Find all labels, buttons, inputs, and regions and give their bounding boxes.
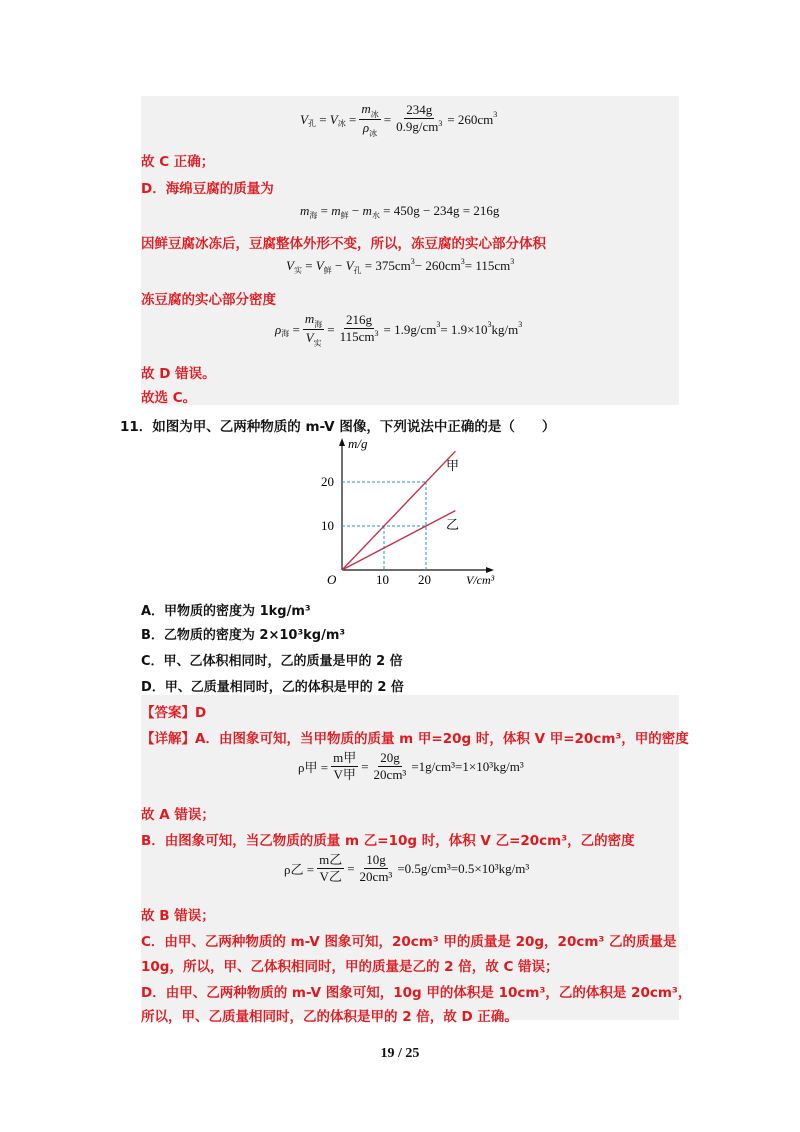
choose-c-text: 故选 C。 [141, 390, 197, 406]
detail-d2-text: 所以，甲、乙质量相同时，乙的体积是甲的 2 倍，故 D 正确。 [141, 1009, 518, 1025]
question-11: 11．如图为甲、乙两种物质的 m-V 图像，下列说法中正确的是（ ） [120, 419, 556, 435]
detail-d1-text: D．由甲、乙两种物质的 m-V 图象可知，10g 甲的体积是 10cm³，乙的体积是 20cm³， [141, 985, 692, 1001]
y-axis-label: m/g [348, 436, 368, 451]
c-correct-text: 故 C 正确； [141, 154, 215, 170]
x-axis-label: V/cm³ [466, 573, 495, 587]
d-reason-text: 因鲜豆腐冰冻后，豆腐整体外形不变，所以，冻豆腐的实心部分体积 [141, 236, 546, 252]
a-wrong-text: 故 A 错误； [141, 807, 215, 823]
detail-b-text: B．由图象可知，当乙物质的质量 m 乙=10g 时，体积 V 乙=20cm³，乙的密度 [141, 833, 635, 849]
formula-density-sponge: ρ 海 = $\frac{m_海}{V_实}$ = $\frac{216g}{115cm^3}$ = 1.9g/cm 3 = 1.9×10 3 kg/m 3 [275, 311, 523, 348]
detail-c2-text: 10g，所以，甲、乙体积相同时，甲的质量是乙的 2 倍，故 C 错误； [141, 959, 559, 975]
formula-m-sponge: m 海 = m 鲜 − m 水 = 450g − 234g = 216g [300, 203, 500, 220]
m-v-graph [318, 432, 508, 592]
option-b[interactable]: B．乙物质的密度为 2×10³kg/m³ [141, 628, 346, 643]
series-label-yi: 乙 [446, 517, 460, 532]
d-head-text: D．海绵豆腐的质量为 [141, 181, 274, 197]
b-wrong-text: 故 B 错误； [141, 908, 215, 924]
density-head-text: 冻豆腐的实心部分密度 [141, 292, 276, 308]
y-axis-arrow [339, 438, 345, 446]
x-tick-20: 20 [418, 572, 431, 587]
page-number: 19 / 25 [380, 1046, 420, 1061]
answer-label: 【答案】D [141, 705, 207, 721]
x-tick-10: 10 [376, 572, 389, 587]
formula-density-yi: ρ乙 = $\frac{\text{m乙}}{\text{V乙}}$ = $\frac{10g}{\text{20cm³}}$ =0.5g/cm³=0.5×10³kg/m³ [284, 852, 530, 884]
series-label-jia: 甲 [446, 458, 460, 473]
formula-v-solid: V 实 = V 鲜 − V 孔 = 375cm 3 − 260cm 3 = 115cm 3 [286, 256, 515, 275]
series-line-yi [342, 511, 455, 570]
option-d[interactable]: D．甲、乙质量相同时，乙的体积是甲的 2 倍 [141, 680, 404, 695]
formula-density-jia: ρ甲 = $\frac{\text{m甲}}{\text{V甲}}$ = $\frac{20g}{\text{20cm³}}$ =1g/cm³=1×10³kg/m³ [298, 750, 524, 782]
detail-a-text: 【详解】A．由图象可知，当甲物质的质量 m 甲=20g 时，体积 V 甲=20cm³，甲的密度 [141, 731, 689, 747]
formula-v-hole: V 孔 = V 冰 = $\frac{m_冰}{\rho_冰}$ = $\frac{234g}{0.9g/cm^3}$ = 260cm 3 [300, 101, 498, 138]
detail-c1-text: C．由甲、乙两种物质的 m-V 图象可知，20cm³ 甲的质量是 20g，20cm³ 乙的质量是 [141, 934, 677, 950]
y-tick-20: 20 [321, 474, 334, 489]
series-line-jia [342, 451, 455, 570]
option-a[interactable]: A．甲物质的密度为 1kg/m³ [141, 604, 311, 619]
option-c[interactable]: C．甲、乙体积相同时，乙的质量是甲的 2 倍 [141, 654, 403, 669]
y-tick-10: 10 [321, 518, 334, 533]
d-wrong-text: 故 D 错误。 [141, 366, 216, 382]
origin-label: O [327, 572, 337, 587]
